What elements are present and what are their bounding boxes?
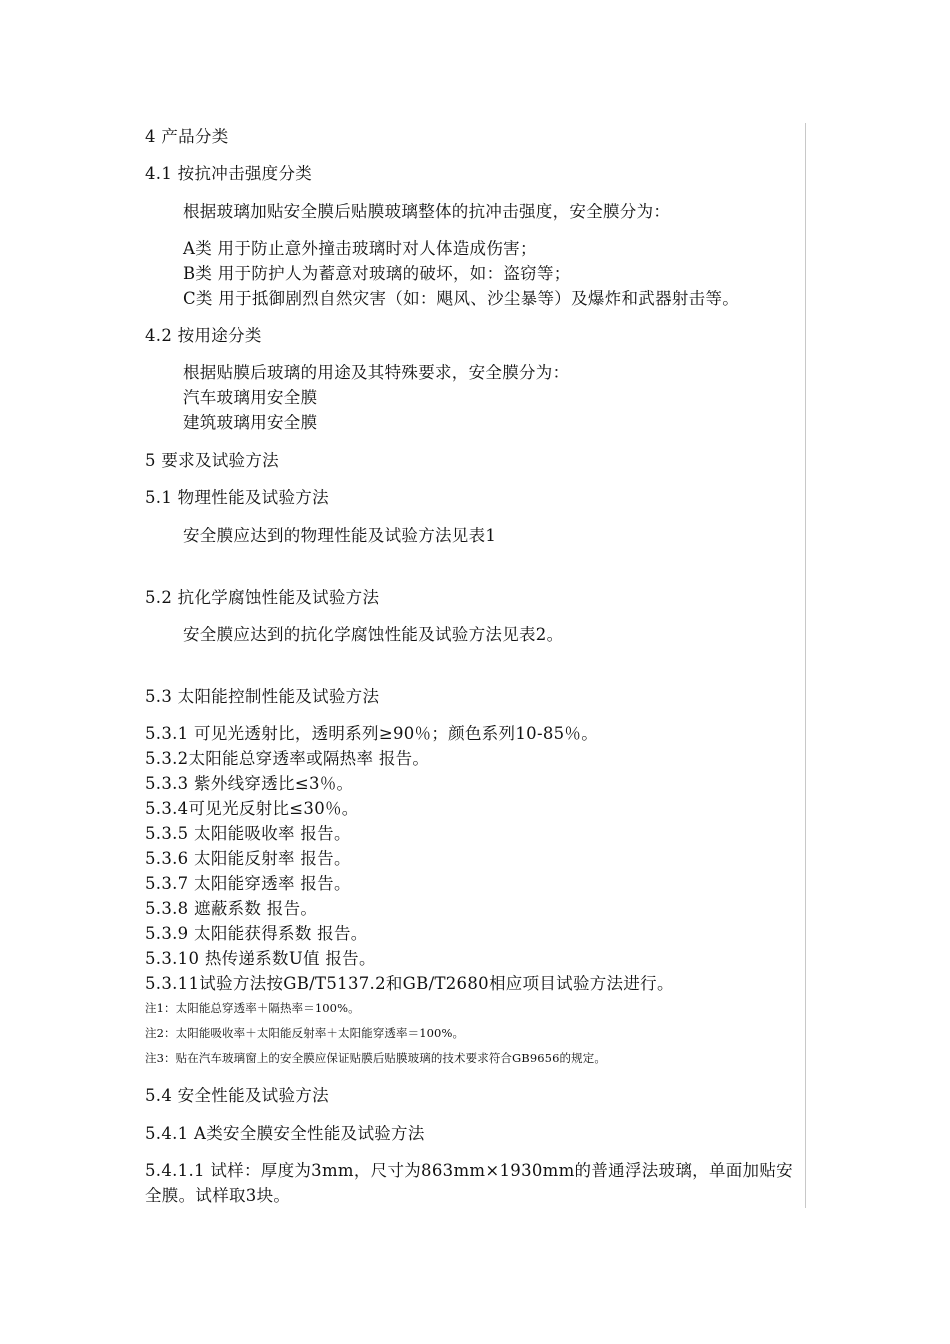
class-b-text: B类 用于防护人为蓄意对玻璃的破坏，如：盗窃等； <box>183 264 571 283</box>
item-5-3-9: 5.3.9 太阳能获得系数 报告。 <box>145 924 368 943</box>
section-4-heading: 4 产品分类 <box>145 127 229 146</box>
item-5-3-7: 5.3.7 太阳能穿透率 报告。 <box>145 874 351 893</box>
use-building-text: 建筑玻璃用安全膜 <box>183 413 318 432</box>
section-5-2-body: 安全膜应达到的抗化学腐蚀性能及试验方法见表2。 <box>183 625 564 644</box>
item-5-3-2: 5.3.2太阳能总穿透率或隔热率 报告。 <box>145 749 430 768</box>
page-margin-rule <box>805 123 806 1208</box>
note-3: 注3：贴在汽车玻璃窗上的安全膜应保证贴膜后贴膜玻璃的技术要求符合GB9656的规定。 <box>145 1051 606 1065</box>
note-1: 注1：太阳能总穿透率＋隔热率＝100%。 <box>145 1001 360 1015</box>
class-a-text: A类 用于防止意外撞击玻璃时对人体造成伤害； <box>183 239 537 258</box>
section-5-3-heading: 5.3 太阳能控制性能及试验方法 <box>145 687 380 706</box>
section-4-1-intro: 根据玻璃加贴安全膜后贴膜玻璃整体的抗冲击强度，安全膜分为： <box>183 202 671 221</box>
note-2: 注2：太阳能吸收率＋太阳能反射率＋太阳能穿透率＝100%。 <box>145 1026 465 1040</box>
item-5-3-5: 5.3.5 太阳能吸收率 报告。 <box>145 824 351 843</box>
section-4-2-intro: 根据贴膜后玻璃的用途及其特殊要求，安全膜分为： <box>183 363 570 382</box>
section-5-4-1-1-line-2: 全膜。试样取3块。 <box>145 1186 291 1205</box>
item-5-3-4: 5.3.4可见光反射比≤30％。 <box>145 799 359 818</box>
item-5-3-8: 5.3.8 遮蔽系数 报告。 <box>145 899 318 918</box>
section-5-1-heading: 5.1 物理性能及试验方法 <box>145 488 329 507</box>
item-5-3-1: 5.3.1 可见光透射比，透明系列≥90％；颜色系列10-85％。 <box>145 724 599 743</box>
item-5-3-10: 5.3.10 热传递系数U值 报告。 <box>145 949 376 968</box>
item-5-3-6: 5.3.6 太阳能反射率 报告。 <box>145 849 351 868</box>
section-4-1-heading: 4.1 按抗冲击强度分类 <box>145 164 313 183</box>
item-5-3-11: 5.3.11试验方法按GB/T5137.2和GB/T2680相应项目试验方法进行。 <box>145 974 674 993</box>
section-4-2-heading: 4.2 按用途分类 <box>145 326 262 345</box>
section-5-1-body: 安全膜应达到的物理性能及试验方法见表1 <box>183 526 497 545</box>
class-c-text: C类 用于抵御剧烈自然灾害（如：飓风、沙尘暴等）及爆炸和武器射击等。 <box>183 289 740 308</box>
section-5-4-heading: 5.4 安全性能及试验方法 <box>145 1086 329 1105</box>
use-auto-text: 汽车玻璃用安全膜 <box>183 388 318 407</box>
section-5-4-1-1-line-1: 5.4.1.1 试样：厚度为3mm，尺寸为863mm×1930mm的普通浮法玻璃，单面加贴安 <box>145 1161 793 1180</box>
section-5-2-heading: 5.2 抗化学腐蚀性能及试验方法 <box>145 588 380 607</box>
item-5-3-3: 5.3.3 紫外线穿透比≤3％。 <box>145 774 354 793</box>
section-5-4-1-heading: 5.4.1 A类安全膜安全性能及试验方法 <box>145 1124 425 1143</box>
section-5-heading: 5 要求及试验方法 <box>145 451 279 470</box>
